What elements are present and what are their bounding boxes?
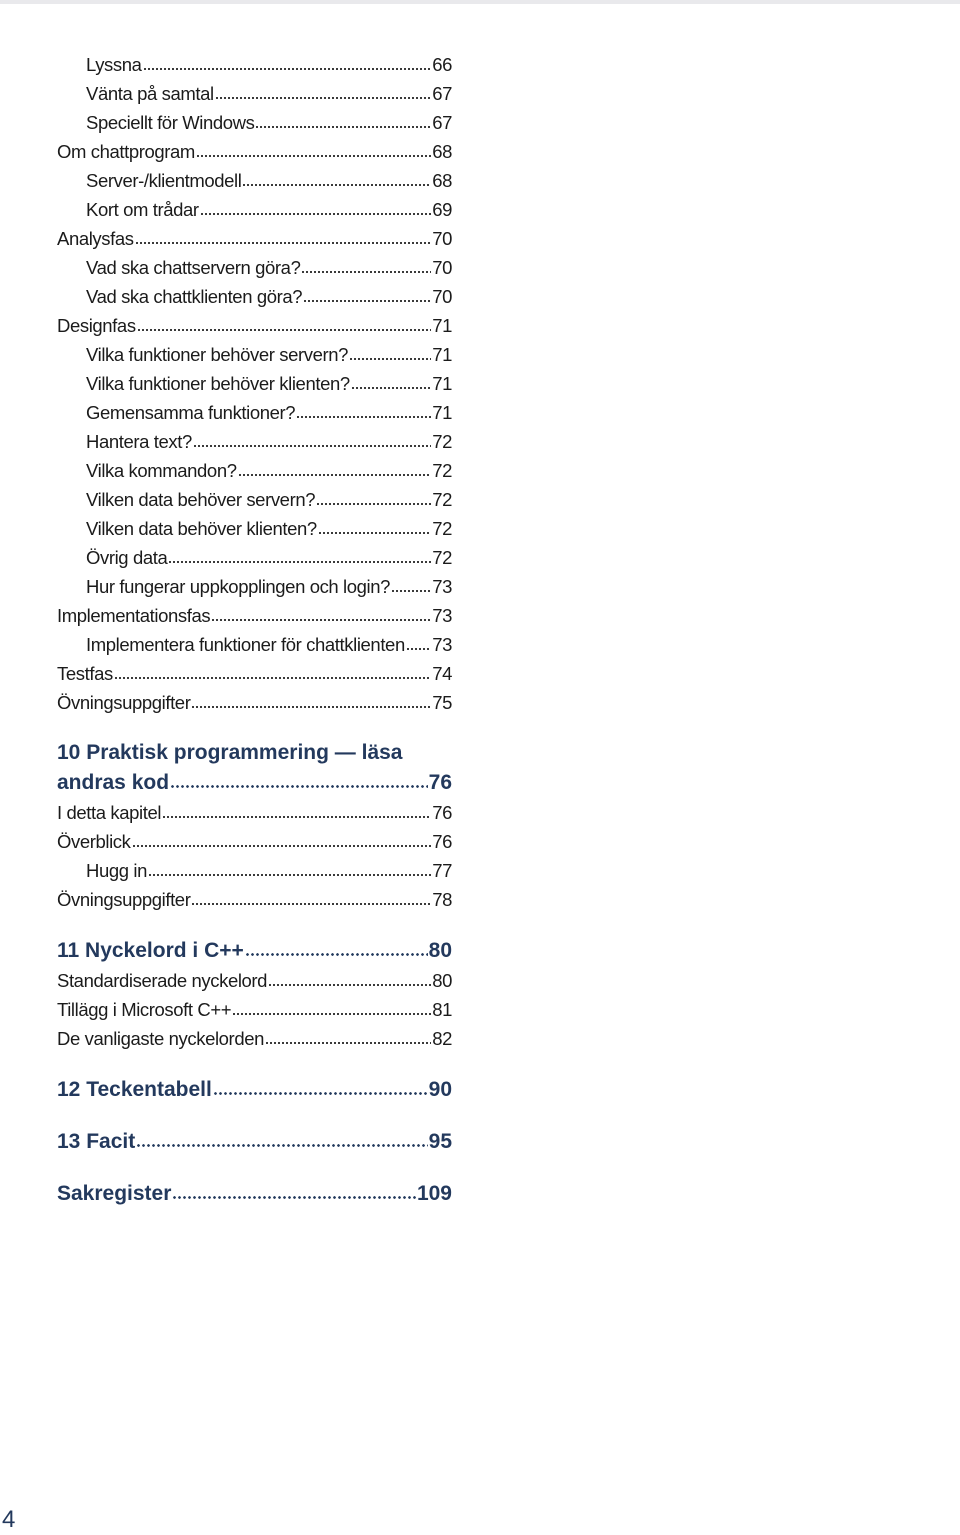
toc-entry[interactable] — [57, 485, 452, 514]
dot-leader — [172, 1196, 416, 1199]
entry-page: 68 — [432, 141, 452, 162]
entry-title: 12 Teckentabell — [57, 1078, 212, 1101]
entry-title: Vilken data behöver servern? — [86, 489, 316, 510]
entry-title: Vilka funktioner behöver servern? — [86, 344, 349, 365]
entry-title: Övningsuppgifter — [57, 692, 191, 713]
table-of-contents — [57, 50, 452, 1209]
dot-leader — [148, 874, 431, 876]
toc-chapter-12[interactable] — [57, 1075, 452, 1105]
entry-title: Analysfas — [57, 228, 134, 249]
entry-page: 76 — [428, 771, 452, 794]
toc-entry[interactable] — [57, 79, 452, 108]
entry-title: 11 Nyckelord i C++ — [57, 939, 244, 962]
toc-entry[interactable] — [57, 166, 452, 195]
entry-title: Sakregister — [57, 1182, 172, 1205]
entry-title: Hantera text? — [86, 431, 192, 452]
dot-leader — [242, 184, 431, 186]
entry-page: 72 — [432, 460, 452, 481]
dot-leader — [245, 953, 428, 956]
toc-entry[interactable] — [57, 427, 452, 456]
entry-page: 71 — [432, 344, 452, 365]
toc-entry[interactable] — [57, 224, 452, 253]
toc-entry[interactable] — [57, 50, 452, 79]
entry-page: 72 — [432, 518, 452, 539]
entry-title: Vilken data behöver klienten? — [86, 518, 317, 539]
toc-chapter-10 — [57, 738, 452, 914]
entry-page: 72 — [432, 431, 452, 452]
entry-title: Tillägg i Microsoft C++ — [57, 999, 232, 1020]
entry-title: Testfas — [57, 663, 113, 684]
dot-leader — [191, 903, 431, 905]
entry-title: Implementationsfas — [57, 605, 211, 626]
entry-page: 67 — [432, 112, 452, 133]
dot-leader — [191, 706, 431, 708]
entry-page: 70 — [432, 228, 452, 249]
toc-entry[interactable] — [57, 1024, 452, 1053]
toc-entry[interactable] — [57, 572, 452, 601]
entry-title: Vilka kommandon? — [86, 460, 237, 481]
entry-title: Server-/klientmodell — [86, 170, 242, 191]
toc-entry[interactable] — [57, 936, 452, 966]
toc-entry[interactable] — [57, 798, 452, 827]
toc-entry[interactable] — [57, 311, 452, 340]
spacer — [57, 717, 452, 738]
entry-title: Lyssna — [86, 54, 142, 75]
chapter-entries — [57, 966, 452, 1053]
toc-chapter-13[interactable] — [57, 1127, 452, 1157]
page-edge — [0, 0, 960, 4]
toc-entry[interactable] — [57, 398, 452, 427]
entry-page: 70 — [432, 286, 452, 307]
entry-page: 70 — [432, 257, 452, 278]
entry-title: Standardiserade nyckelord — [57, 970, 268, 991]
entry-page: 80 — [432, 970, 452, 991]
entry-title: Övrig data — [86, 547, 168, 568]
entry-page: 67 — [432, 83, 452, 104]
dot-leader — [351, 387, 431, 389]
entry-title: Om chattprogram — [57, 141, 195, 162]
toc-entry[interactable] — [57, 253, 452, 282]
spacer — [57, 1105, 452, 1127]
entry-page: 82 — [432, 1028, 452, 1049]
spacer — [57, 1053, 452, 1075]
toc-entry[interactable] — [57, 195, 452, 224]
entry-page: 72 — [432, 547, 452, 568]
toc-entry[interactable] — [57, 768, 452, 798]
entry-page: 76 — [432, 802, 452, 823]
dot-leader — [170, 785, 428, 788]
entry-title: Vad ska chattklienten göra? — [86, 286, 303, 307]
entry-page: 73 — [432, 634, 452, 655]
entry-page: 74 — [432, 663, 452, 684]
dot-leader — [200, 213, 432, 215]
toc-entry[interactable] — [57, 601, 452, 630]
entry-page: 80 — [428, 939, 452, 962]
entry-page: 69 — [432, 199, 452, 220]
toc-entry[interactable] — [57, 966, 452, 995]
entry-title: Designfas — [57, 315, 136, 336]
entry-title: Gemensamma funktioner? — [86, 402, 296, 423]
dot-leader — [132, 845, 432, 847]
dot-leader — [265, 1042, 431, 1044]
spacer — [57, 1157, 452, 1179]
dot-leader — [301, 271, 431, 273]
entry-title: Hugg in — [86, 860, 147, 881]
dot-leader — [391, 590, 431, 592]
entry-title: Speciellt för Windows — [86, 112, 255, 133]
entry-page: 81 — [432, 999, 452, 1020]
toc-entry[interactable] — [57, 688, 452, 717]
toc-entry[interactable] — [57, 282, 452, 311]
entry-page: 68 — [432, 170, 452, 191]
entry-page: 76 — [432, 831, 452, 852]
toc-entry[interactable] — [57, 108, 452, 137]
entry-title: Vad ska chattservern göra? — [86, 257, 301, 278]
dot-leader — [114, 677, 431, 679]
dot-leader — [196, 155, 431, 157]
entry-page: 72 — [432, 489, 452, 510]
toc-entry[interactable] — [57, 995, 452, 1024]
entry-page: 73 — [432, 576, 452, 597]
entry-page: 71 — [432, 373, 452, 394]
dot-leader — [232, 1013, 431, 1015]
dot-leader — [406, 648, 431, 650]
dot-leader — [316, 503, 431, 505]
toc-index[interactable] — [57, 1179, 452, 1209]
entry-page: 109 — [416, 1182, 452, 1205]
toc-entry[interactable] — [57, 543, 452, 572]
page-number: 4 — [2, 1506, 16, 1533]
toc-entry[interactable] — [57, 514, 452, 543]
toc-entry[interactable] — [57, 659, 452, 688]
entry-title: andras kod — [57, 771, 170, 794]
entry-page: 75 — [432, 692, 452, 713]
dot-leader — [303, 300, 431, 302]
dot-leader — [137, 329, 432, 331]
dot-leader — [255, 126, 431, 128]
entry-title: Hur fungerar uppkopplingen och login? — [86, 576, 391, 597]
entry-title: Vänta på samtal — [86, 83, 214, 104]
dot-leader — [268, 984, 431, 986]
entry-title: Kort om trådar — [86, 199, 199, 220]
dot-leader — [193, 445, 431, 447]
dot-leader — [215, 97, 432, 99]
dot-leader — [318, 532, 431, 534]
toc-entry[interactable] — [57, 827, 452, 856]
toc-entry[interactable] — [57, 369, 452, 398]
entry-page: 71 — [432, 402, 452, 423]
entry-page: 73 — [432, 605, 452, 626]
dot-leader — [213, 1092, 428, 1095]
chapter-title[interactable]: 10 Praktisk programmering — läsa — [57, 741, 403, 764]
entry-title: I detta kapitel — [57, 802, 162, 823]
entry-title: 13 Facit — [57, 1130, 136, 1153]
dot-leader — [238, 474, 432, 476]
dot-leader — [168, 561, 431, 563]
entry-page: 77 — [432, 860, 452, 881]
entry-page: 66 — [432, 54, 452, 75]
entry-page: 95 — [428, 1130, 452, 1153]
toc-section-chapter9-continued — [57, 50, 452, 717]
toc-entry[interactable] — [57, 137, 452, 166]
dot-leader — [136, 1144, 427, 1147]
toc-entry[interactable] — [57, 856, 452, 885]
entry-title: Övningsuppgifter — [57, 889, 191, 910]
entry-page: 78 — [432, 889, 452, 910]
dot-leader — [135, 242, 432, 244]
dot-leader — [296, 416, 431, 418]
toc-entry[interactable] — [57, 885, 452, 914]
entry-title: Vilka funktioner behöver klienten? — [86, 373, 350, 394]
entry-page: 90 — [428, 1078, 452, 1101]
dot-leader — [349, 358, 431, 360]
entry-title: Implementera funktioner för chattklienten — [86, 634, 405, 655]
entry-title: De vanligaste nyckelorden — [57, 1028, 264, 1049]
dot-leader — [211, 619, 431, 621]
entry-title: Överblick — [57, 831, 131, 852]
dot-leader — [143, 68, 432, 70]
toc-entry[interactable] — [57, 340, 452, 369]
toc-entry[interactable] — [57, 456, 452, 485]
spacer — [57, 914, 452, 936]
toc-chapter-11 — [57, 936, 452, 1053]
dot-leader — [162, 816, 431, 818]
chapter-entries — [57, 798, 452, 914]
entry-page: 71 — [432, 315, 452, 336]
toc-entry[interactable] — [57, 630, 452, 659]
